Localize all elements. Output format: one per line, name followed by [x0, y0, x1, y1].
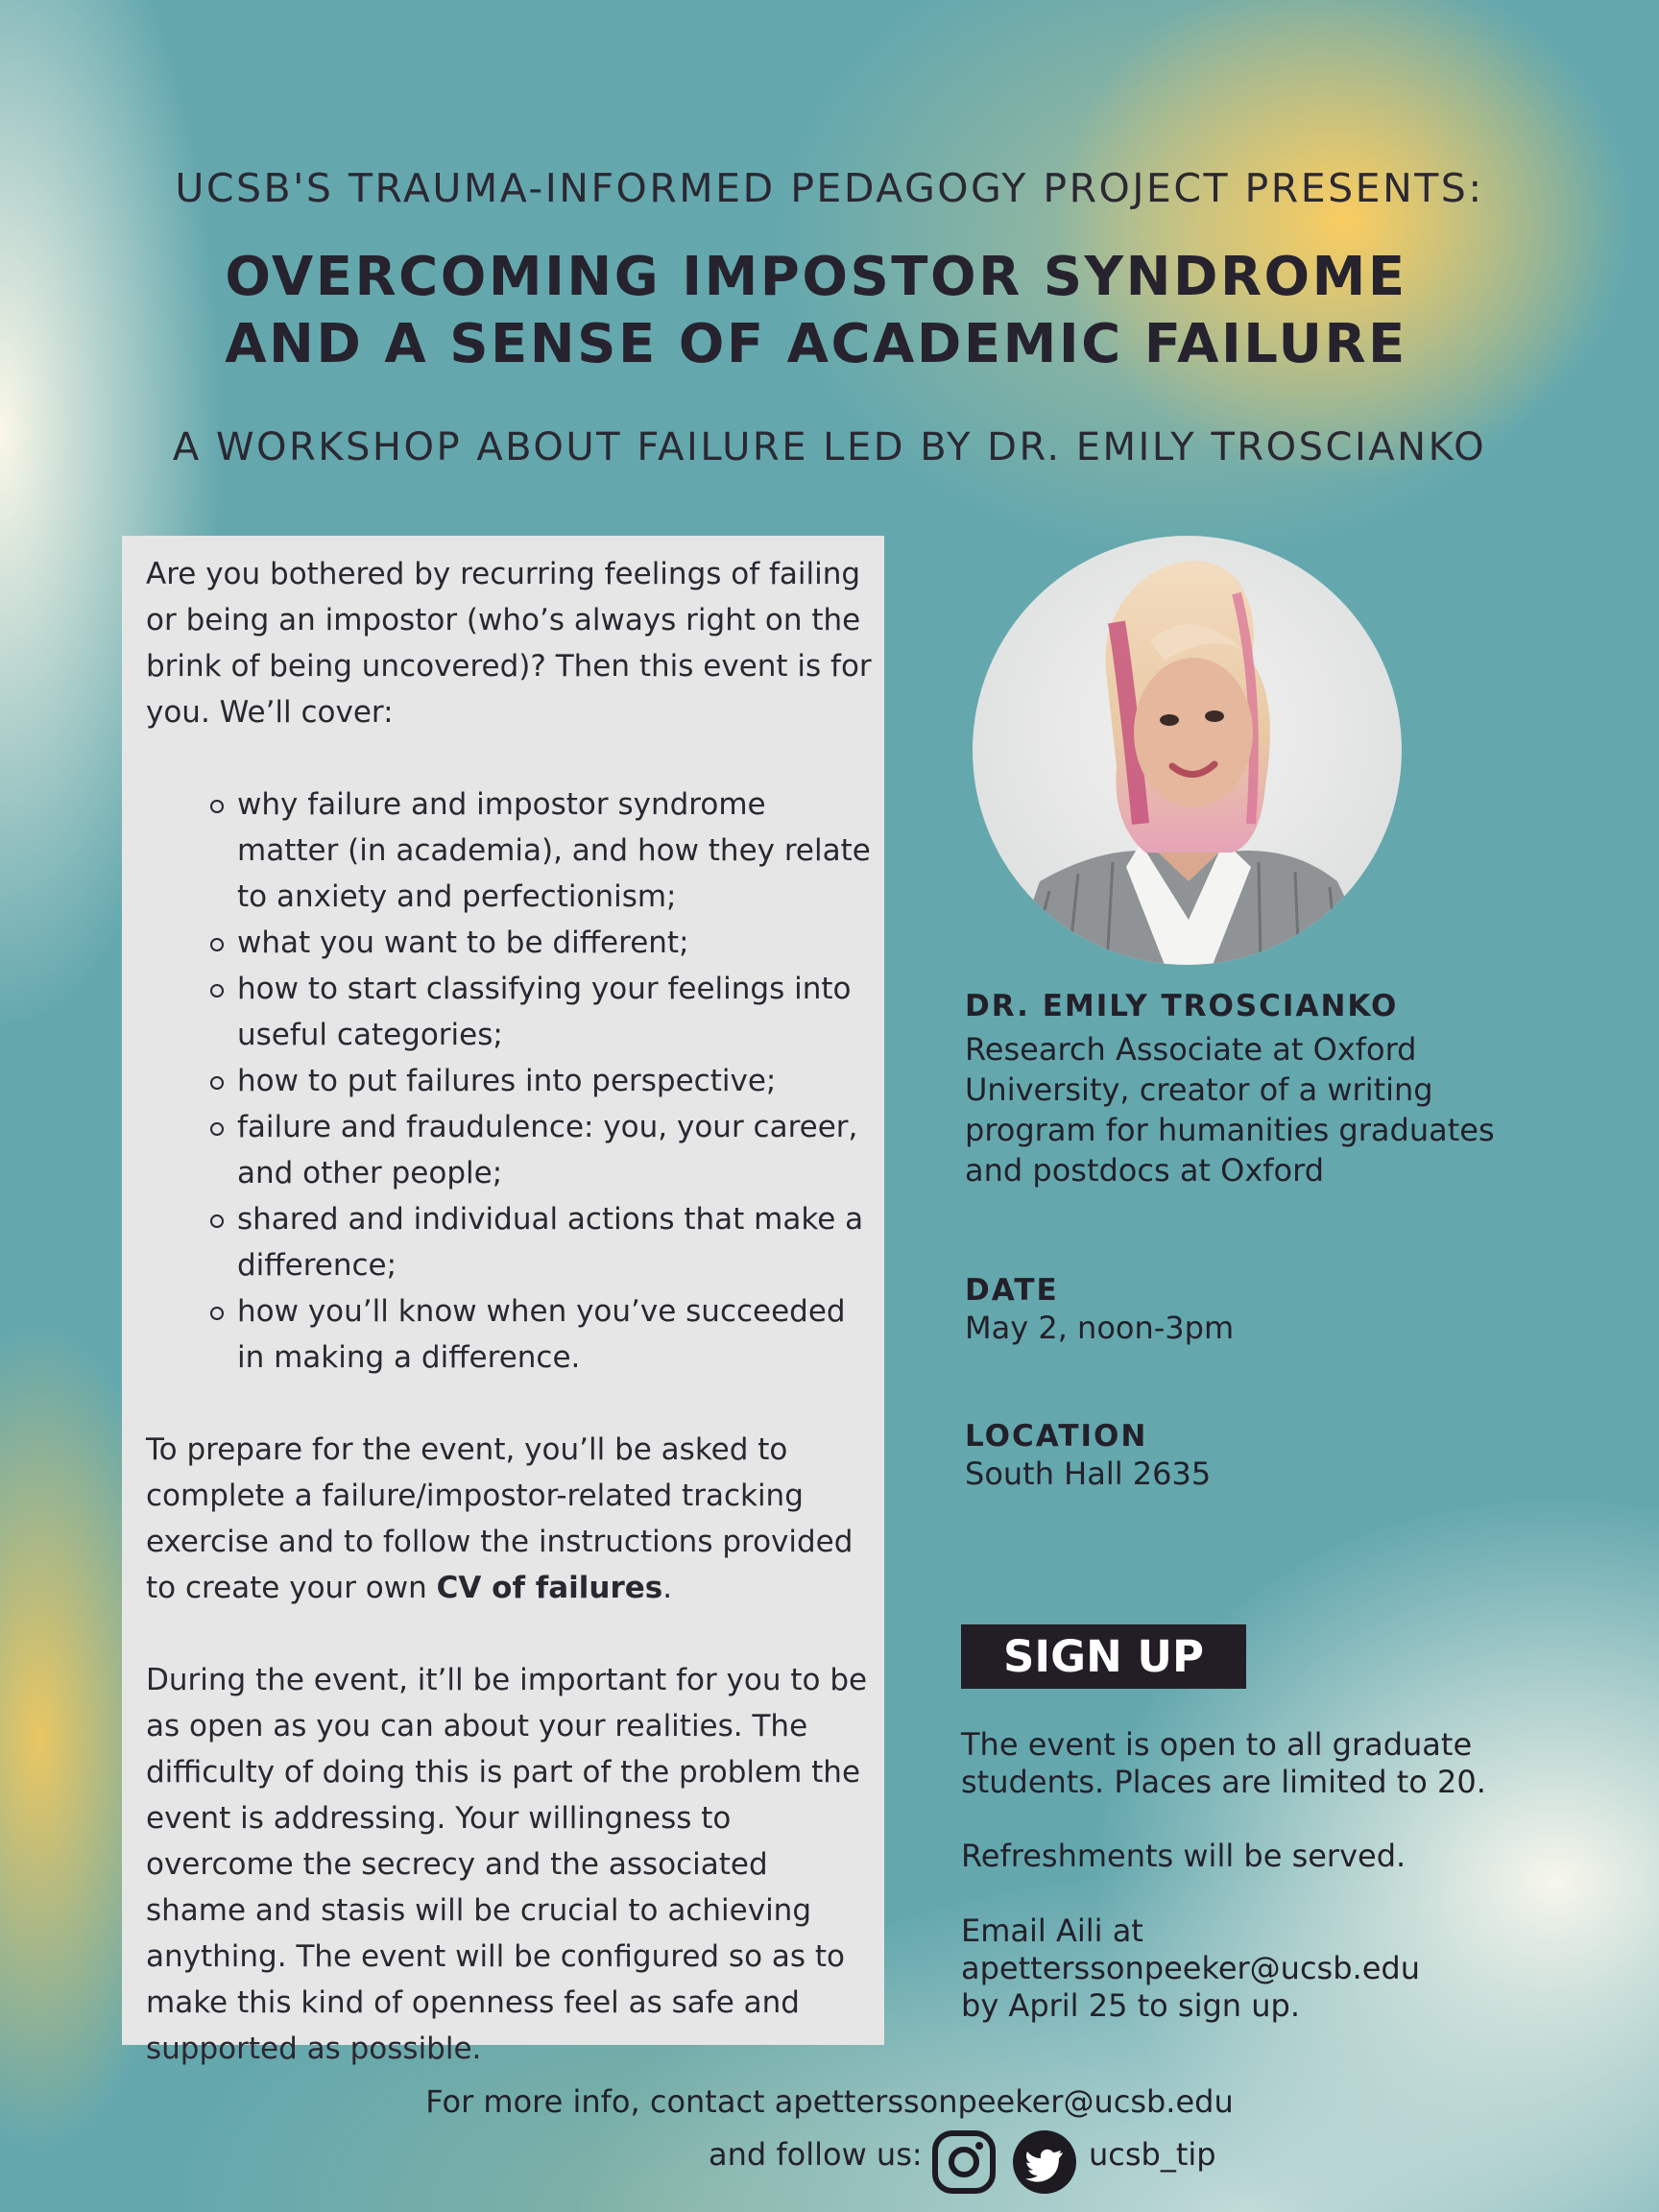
presenter-line: UCSB'S TRAUMA-INFORMED PEDAGOGY PROJECT PRESENTS:	[175, 165, 1484, 211]
speaker-photo	[973, 536, 1402, 965]
twitter-icon[interactable]	[1012, 2129, 1077, 2195]
topic-item: how to put failures into perspective;	[237, 1058, 875, 1104]
topic-item: how you’ll know when you’ve succeeded in making a difference.	[237, 1288, 875, 1381]
description-panel	[122, 536, 884, 2066]
email-line-3: by April 25 to sign up.	[961, 1987, 1301, 2024]
date-value: May 2, noon-3pm	[965, 1310, 1235, 1346]
topic-item: failure and fraudulence: you, your career, and other people;	[237, 1104, 875, 1196]
event-title	[0, 244, 1632, 378]
topic-item: shared and individual actions that make a difference;	[237, 1196, 875, 1288]
date-block	[965, 1273, 1560, 1348]
follow-label: and follow us:	[709, 2136, 923, 2173]
speaker-bio: Research Associate at Oxford University, creator of a writing program for humanities graduates and postdocs at Oxford	[965, 1031, 1495, 1189]
prepare-body: To prepare for the event, you’ll be asked to complete a failure/impostor-related tracking exercise and to follow the instructions provided to create your own	[146, 1432, 854, 1605]
title-line-2: AND A SENSE OF ACADEMIC FAILURE	[225, 313, 1407, 375]
signup-email-block	[961, 1912, 1575, 2025]
signup-email-link[interactable]: apetterssonpeeker@ucsb.edu	[961, 1950, 1420, 1986]
event-subtitle: A WORKSHOP ABOUT FAILURE LED BY DR. EMILY TROSCIANKO	[172, 425, 1487, 469]
topic-list	[146, 781, 875, 1381]
intro-text: Are you bothered by recurring feelings of failing or being an impostor (who’s always right on the brink of being uncovered)? Then this event is for you. We’ll cover:	[146, 557, 872, 730]
title-line-1: OVERCOMING IMPOSTOR SYNDROME	[225, 246, 1407, 308]
topic-item: why failure and impostor syndrome matter (in academia), and how they relate to anxiety and perfectionism;	[237, 781, 875, 920]
refreshments-text: Refreshments will be served.	[961, 1838, 1407, 1874]
topic-item: how to start classifying your feelings into useful categories;	[237, 966, 875, 1058]
prepare-text	[146, 1427, 875, 1611]
location-value: South Hall 2635	[965, 1455, 1212, 1492]
cv-of-failures: CV of failures	[436, 1571, 663, 1605]
social-handle[interactable]: ucsb_tip	[1089, 2136, 1216, 2173]
during-text: During the event, it’ll be important for you to be as open as you can about your realities. The difficulty of doing this is part of the problem the event is addressing. Your willingness to overcome the secrecy and the associated shame and stasis will be crucial to achieving anything. The event will be configured so as to make this kind of openness feel as safe and supported as possible.	[146, 1663, 868, 2066]
location-block	[965, 1419, 1560, 1494]
location-label: LOCATION	[965, 1419, 1148, 1454]
speaker-name: DR. EMILY TROSCIANKO	[965, 989, 1399, 1023]
topic-item: what you want to be different;	[237, 920, 875, 966]
instagram-icon[interactable]	[931, 2129, 997, 2195]
contact-line: For more info, contact apetterssonpeeker@ucsb.edu	[425, 2083, 1234, 2120]
eligibility-text: The event is open to all graduate students. Places are limited to 20.	[961, 1726, 1486, 1800]
date-label: DATE	[965, 1273, 1059, 1308]
email-line-1: Email Aili at	[961, 1912, 1143, 1949]
speaker-info	[965, 989, 1560, 1190]
sign-up-button[interactable]: SIGN UP	[961, 1624, 1246, 1689]
speaker-portrait	[973, 536, 1402, 965]
prepare-end: .	[662, 1571, 673, 1605]
